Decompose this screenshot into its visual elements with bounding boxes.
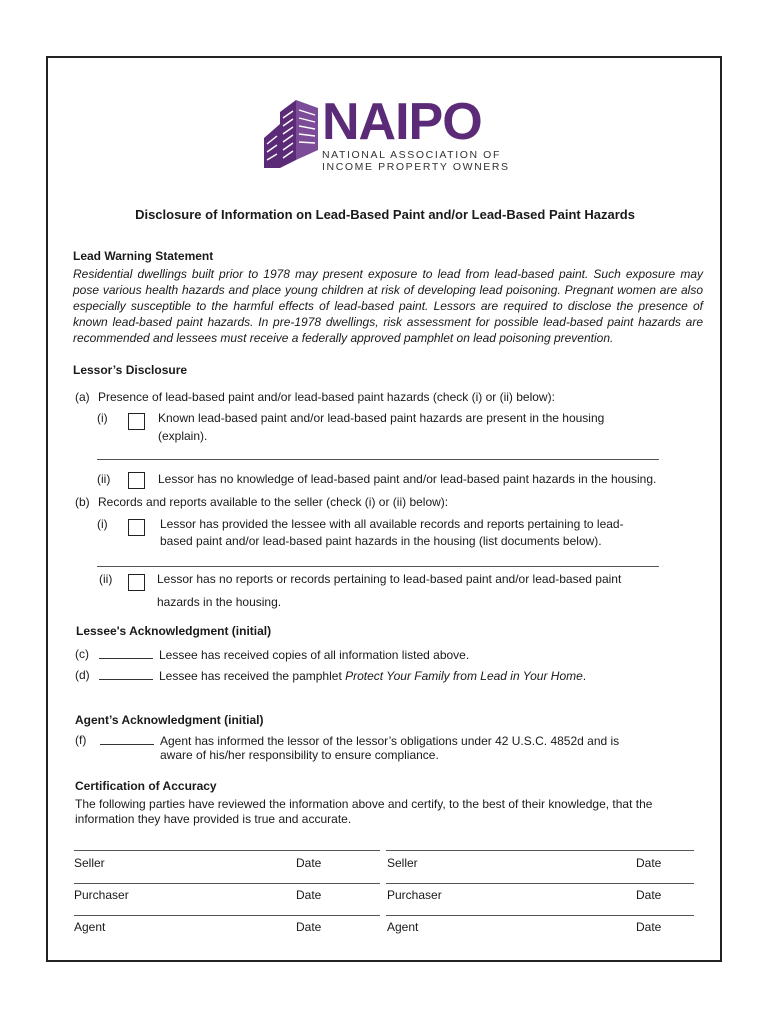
item-b-ii-label: (ii) xyxy=(99,572,113,586)
item-d-period: . xyxy=(582,669,587,683)
naipo-logo xyxy=(262,93,510,174)
document-title: Disclosure of Information on Lead-Based Paint and/or Lead-Based Paint Hazards xyxy=(135,207,635,222)
signature-line[interactable] xyxy=(386,915,694,916)
signature-label: Seller xyxy=(74,856,105,870)
item-b-i-line2: based paint and/or lead-based paint hazards in the housing (list documents below). xyxy=(160,534,602,548)
item-b-i-label: (i) xyxy=(97,517,108,531)
checkbox-a-ii[interactable] xyxy=(128,472,145,489)
item-a-ii-label: (ii) xyxy=(97,472,111,486)
logo-wordmark: NAIPO xyxy=(322,93,482,151)
signature-line[interactable] xyxy=(386,883,694,884)
item-c-label: (c) xyxy=(75,647,89,661)
item-b-label: (b) xyxy=(75,495,90,509)
building-icon xyxy=(262,98,322,170)
signature-label: Purchaser xyxy=(74,888,129,902)
checkbox-b-i[interactable] xyxy=(128,519,145,536)
item-a-i-line1: Known lead-based paint and/or lead-based paint hazards are present in the housing xyxy=(158,411,605,425)
item-d-label: (d) xyxy=(75,668,90,682)
item-a-label: (a) xyxy=(75,390,90,404)
date-label: Date xyxy=(636,856,662,870)
date-label: Date xyxy=(636,920,662,934)
item-c-row xyxy=(99,647,469,662)
item-d-row xyxy=(99,668,586,683)
certification-line2: information they have provided is true and accurate. xyxy=(75,812,352,826)
explain-line[interactable] xyxy=(97,459,659,460)
initial-f-field[interactable] xyxy=(100,733,154,745)
item-a-i-line2: (explain). xyxy=(158,429,208,443)
initial-d-field[interactable] xyxy=(99,668,153,680)
signature-line[interactable] xyxy=(74,850,380,851)
item-f-row xyxy=(100,733,619,748)
signature-line[interactable] xyxy=(74,915,380,916)
logo-subtitle-line2: INCOME PROPERTY OWNERS xyxy=(322,161,510,173)
item-d-text: Lessee has received the pamphlet xyxy=(159,669,346,683)
signature-line[interactable] xyxy=(386,850,694,851)
agent-heading: Agent’s Acknowledgment (initial) xyxy=(75,713,264,727)
item-b-ii-line2: hazards in the housing. xyxy=(157,595,282,609)
item-f-line2: aware of his/her responsibility to ensure compliance. xyxy=(160,748,439,762)
item-b-text: Records and reports available to the seller (check (i) or (ii) below): xyxy=(98,495,449,509)
warning-paragraph: Residential dwellings built prior to 1978 may present exposure to lead from lead-based paint. Such exposure may pose various health hazards and place young children at risk of developing lead poisoning. Pregnant women are also especially susceptible to the harmful effects of lead-based paint. Lessors are required to disclose the presence of known lead-based paint hazards. In pre-1978 dwellings, risk assessment for possible lead-based paint hazards are recommended and lessees must receive a federally approved pamphlet on lead poisoning prevention. xyxy=(73,267,703,345)
date-label: Date xyxy=(296,888,322,902)
item-c-text: Lessee has received copies of all information listed above. xyxy=(159,648,470,662)
signature-label: Agent xyxy=(387,920,419,934)
item-a-text: Presence of lead-based paint and/or lead-based paint hazards (check (i) or (ii) below): xyxy=(98,390,555,404)
date-label: Date xyxy=(636,888,662,902)
signature-label: Seller xyxy=(387,856,418,870)
item-a-ii-text: Lessor has no knowledge of lead-based paint and/or lead-based paint hazards in the housing. xyxy=(158,472,657,486)
item-f-label: (f) xyxy=(75,733,87,747)
certification-heading: Certification of Accuracy xyxy=(75,779,217,793)
signature-label: Purchaser xyxy=(387,888,442,902)
logo-subtitle-line1: NATIONAL ASSOCIATION OF xyxy=(322,149,501,161)
checkbox-a-i[interactable] xyxy=(128,413,145,430)
item-b-ii-line1: Lessor has no reports or records pertaining to lead-based paint and/or lead-based paint xyxy=(157,572,622,586)
initial-c-field[interactable] xyxy=(99,647,153,659)
date-label: Date xyxy=(296,856,322,870)
checkbox-b-ii[interactable] xyxy=(128,574,145,591)
item-f-line1: Agent has informed the lessor of the lessor’s obligations under 42 U.S.C. 4852d and is xyxy=(160,734,620,748)
signature-line[interactable] xyxy=(74,883,380,884)
pamphlet-title: Protect Your Family from Lead in Your Home xyxy=(345,669,583,683)
lessee-heading: Lessee's Acknowledgment (initial) xyxy=(76,624,272,638)
item-b-i-line1: Lessor has provided the lessee with all available records and reports pertaining to lead- xyxy=(160,517,624,531)
item-a-i-label: (i) xyxy=(97,411,108,425)
certification-line1: The following parties have reviewed the information above and certify, to the best of their knowledge, that the xyxy=(75,797,653,811)
signature-label: Agent xyxy=(74,920,106,934)
document-border xyxy=(46,56,722,962)
warning-heading: Lead Warning Statement xyxy=(73,249,214,263)
date-label: Date xyxy=(296,920,322,934)
documents-line[interactable] xyxy=(97,566,659,567)
lessor-heading: Lessor’s Disclosure xyxy=(73,363,188,377)
